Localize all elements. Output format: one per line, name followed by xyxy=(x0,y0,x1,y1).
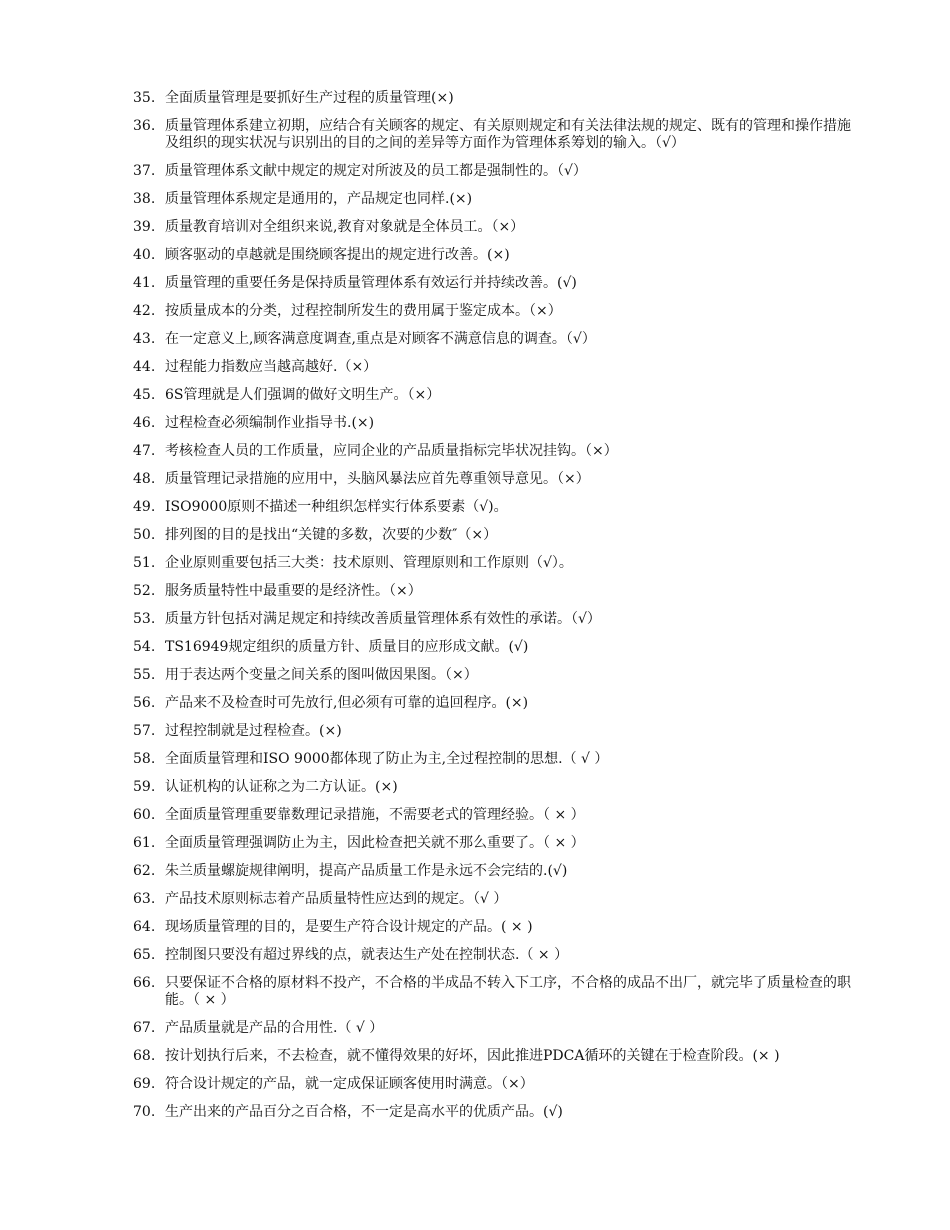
item-text: 全面质量管理和ISO 9000都体现了防止为主,全过程控制的思想.（ √ ） xyxy=(165,751,609,767)
item-number: 60. xyxy=(133,807,156,823)
list-item xyxy=(133,118,853,152)
item-text: 符合设计规定的产品，就一定成保证顾客使用时满意。（×） xyxy=(165,1076,534,1092)
list-item xyxy=(133,611,853,628)
item-number: 56. xyxy=(133,695,156,711)
item-text: 顾客驱动的卓越就是围绕顾客提出的规定进行改善。(×) xyxy=(165,247,510,263)
item-text: 过程控制就是过程检查。(×) xyxy=(165,723,342,739)
item-number: 52. xyxy=(133,583,156,599)
item-text: 排列图的目的是找出“关键的多数，次要的少数″（×） xyxy=(165,527,498,543)
list-item xyxy=(133,919,853,936)
list-item xyxy=(133,499,853,516)
list-item xyxy=(133,723,853,740)
list-item xyxy=(133,275,853,292)
list-item xyxy=(133,331,853,348)
item-text: 过程检查必须编制作业指导书.(×) xyxy=(165,415,375,431)
item-number: 37. xyxy=(133,163,156,179)
item-number: 70. xyxy=(133,1104,156,1120)
list-item xyxy=(133,583,853,600)
list-item xyxy=(133,1020,853,1037)
item-text: 质量管理体系建立初期，应结合有关顾客的规定、有关原则规定和有关法律法规的规定、既有的管理和操作措施及组织的现实状况与识别出的目的之间的差异等方面作为管理体系筹划的输入。（√） xyxy=(165,118,851,151)
item-text: ISO9000原则不描述一种组织怎样实行体系要素（√)。 xyxy=(165,499,508,515)
item-number: 58. xyxy=(133,751,156,767)
list-item xyxy=(133,779,853,796)
list-item xyxy=(133,527,853,544)
list-item xyxy=(133,751,853,768)
list-item xyxy=(133,947,853,964)
item-text: 全面质量管理强调防止为主，因此检查把关就不那么重要了。（ × ） xyxy=(165,835,585,851)
item-text: 按计划执行后来，不去检查，就不懂得效果的好坏，因此推进PDCA循环的关键在于检查阶段。(× ) xyxy=(165,1048,780,1064)
item-text: 全面质量管理是要抓好生产过程的质量管理(×) xyxy=(165,90,454,106)
item-number: 54. xyxy=(133,639,156,655)
list-item xyxy=(133,415,853,432)
item-number: 47. xyxy=(133,443,156,459)
item-text: 质量方针包括对满足规定和持续改善质量管理体系有效性的承诺。（√） xyxy=(165,611,601,627)
item-text: 过程能力指数应当越高越好.（×） xyxy=(165,359,378,375)
list-item xyxy=(133,863,853,880)
item-text: 控制图只要没有超过界线的点，就表达生产处在控制状态.（ × ） xyxy=(165,947,569,963)
item-text: TS16949规定组织的质量方针、质量目的应形成文献。(√) xyxy=(165,639,529,655)
list-item xyxy=(133,1104,853,1121)
item-number: 49. xyxy=(133,499,156,515)
item-number: 41. xyxy=(133,275,156,291)
item-text: 全面质量管理重要靠数理记录措施，不需要老式的管理经验。（ × ） xyxy=(165,807,585,823)
list-item xyxy=(133,891,853,908)
item-number: 48. xyxy=(133,471,156,487)
item-number: 44. xyxy=(133,359,156,375)
list-item xyxy=(133,667,853,684)
list-item xyxy=(133,163,853,180)
item-text: 朱兰质量螺旋规律阐明，提高产品质量工作是永远不会完结的.(√) xyxy=(165,863,568,879)
list-item xyxy=(133,1048,853,1065)
item-number: 55. xyxy=(133,667,156,683)
item-number: 51. xyxy=(133,555,156,571)
item-text: 服务质量特性中最重要的是经济性。（×） xyxy=(165,583,422,599)
list-item xyxy=(133,471,853,488)
list-item xyxy=(133,835,853,852)
item-text: 在一定意义上,顾客满意度调查,重点是对顾客不满意信息的调查。（√） xyxy=(165,331,596,347)
item-number: 61. xyxy=(133,835,156,851)
item-number: 42. xyxy=(133,303,156,319)
list-item xyxy=(133,387,853,404)
item-text: 企业原则重要包括三大类：技术原则、管理原则和工作原则（√）。 xyxy=(165,555,573,571)
item-number: 38. xyxy=(133,191,156,207)
list-item xyxy=(133,303,853,320)
item-text: 质量教育培训对全组织来说,教育对象就是全体员工。（×） xyxy=(165,219,525,235)
true-false-question-list xyxy=(133,90,853,1132)
item-text: 考核检查人员的工作质量，应同企业的产品质量指标完毕状况挂钩。（×） xyxy=(165,443,618,459)
item-number: 53. xyxy=(133,611,156,627)
item-number: 45. xyxy=(133,387,156,403)
item-text: 质量管理体系文献中规定的规定对所波及的员工都是强制性的。（√） xyxy=(165,163,587,179)
item-number: 69. xyxy=(133,1076,156,1092)
item-number: 62. xyxy=(133,863,156,879)
item-text: 按质量成本的分类，过程控制所发生的费用属于鉴定成本。（×） xyxy=(165,303,562,319)
item-text: 质量管理体系规定是通用的，产品规定也同样.(×) xyxy=(165,191,473,207)
list-item xyxy=(133,90,853,107)
item-number: 39. xyxy=(133,219,156,235)
list-item xyxy=(133,695,853,712)
item-text: 用于表达两个变量之间关系的图叫做因果图。（×） xyxy=(165,667,478,683)
item-number: 67. xyxy=(133,1020,156,1036)
item-number: 66. xyxy=(133,975,156,991)
item-number: 68. xyxy=(133,1048,156,1064)
item-text: 质量管理记录措施的应用中，头脑风暴法应首先尊重领导意见。（×） xyxy=(165,471,590,487)
list-item xyxy=(133,443,853,460)
item-number: 35. xyxy=(133,90,156,106)
list-item xyxy=(133,639,853,656)
item-text: 产品质量就是产品的合用性.（ √ ） xyxy=(165,1020,384,1036)
list-item xyxy=(133,191,853,208)
item-number: 50. xyxy=(133,527,156,543)
list-item xyxy=(133,807,853,824)
list-item xyxy=(133,555,853,572)
item-text: 现场质量管理的目的，是要生产符合设计规定的产品。( × ) xyxy=(165,919,533,935)
item-text: 认证机构的认证称之为二方认证。(×) xyxy=(165,779,398,795)
item-text: 6S管理就是人们强调的做好文明生产。（×） xyxy=(165,387,441,403)
item-number: 65. xyxy=(133,947,156,963)
item-number: 46. xyxy=(133,415,156,431)
list-item xyxy=(133,247,853,264)
item-text: 产品技术原则标志着产品质量特性应达到的规定。（√ ） xyxy=(165,891,508,907)
list-item xyxy=(133,219,853,236)
item-number: 36. xyxy=(133,118,156,134)
item-number: 63. xyxy=(133,891,156,907)
item-text: 产品来不及检查时可先放行,但必须有可靠的追回程序。(×) xyxy=(165,695,529,711)
item-text: 只要保证不合格的原材料不投产，不合格的半成品不转入下工序，不合格的成品不出厂，就完毕了质量检查的职能。（ × ） xyxy=(165,975,851,1008)
item-number: 59. xyxy=(133,779,156,795)
list-item xyxy=(133,975,853,1009)
item-number: 43. xyxy=(133,331,156,347)
item-number: 57. xyxy=(133,723,156,739)
item-number: 64. xyxy=(133,919,156,935)
list-item xyxy=(133,359,853,376)
item-number: 40. xyxy=(133,247,156,263)
list-item xyxy=(133,1076,853,1093)
item-text: 生产出来的产品百分之百合格，不一定是高水平的优质产品。(√) xyxy=(165,1104,563,1120)
item-text: 质量管理的重要任务是保持质量管理体系有效运行并持续改善。(√) xyxy=(165,275,577,291)
